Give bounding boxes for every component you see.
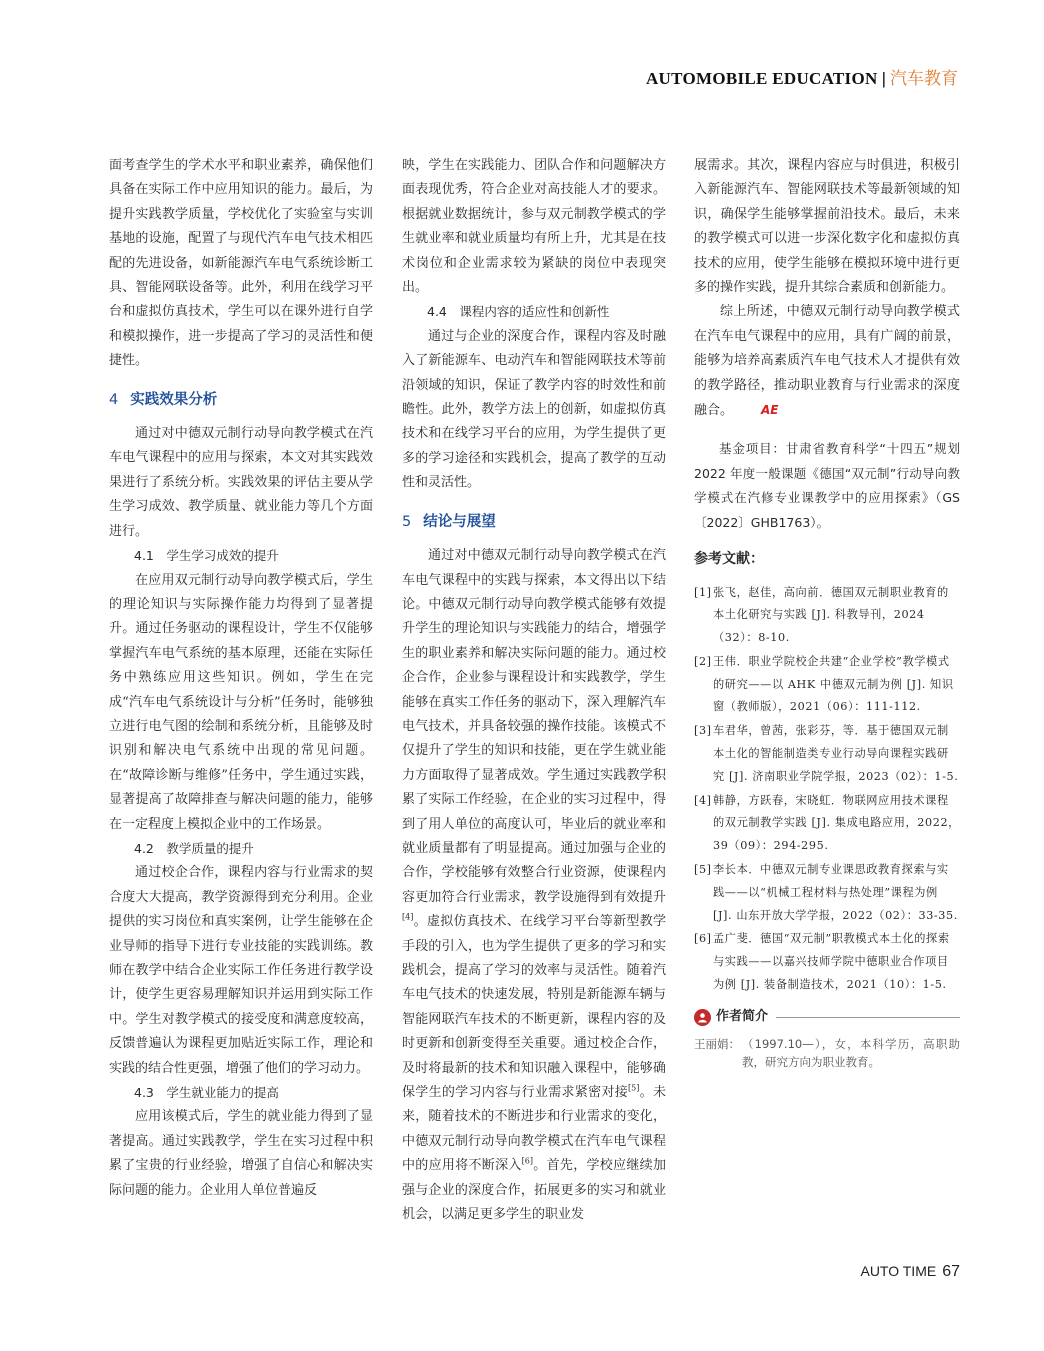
page-number: 67 xyxy=(942,1263,960,1280)
reference-text: 李长本．中德双元制专业课思政教育探索与实践——以“机械工程材料与热处理”课程为例 [J]. 山东开放大学学报，2022（02）：33-35. xyxy=(713,863,958,922)
reference-number: [2] xyxy=(694,654,712,668)
reference-item xyxy=(694,790,960,858)
subsection-heading-4-3: 4.3 学生就业能力的提高 xyxy=(134,1085,279,1101)
column-1 xyxy=(109,154,373,1203)
reference-number: [1] xyxy=(694,585,712,599)
text-run: 综上所述，中德双元制行动导向教学模式在汽车电气课程中的应用，具有广阔的前景，能够为培养高素质汽车电气技术人才提供有效的教学路径，推动职业教育与行业需求的深度融合。 xyxy=(694,304,960,419)
author-text: （1997.10—），女，本科学历，高职助教，研究方向为职业教育。 xyxy=(742,1037,960,1070)
paragraph: 映，学生在实践能力、团队合作和问题解决方面表现优秀，符合企业对高技能人才的要求。根据就业数据统计，参与双元制教学模式的学生就业率和就业质量均有所上升，尤其是在技术岗位和企业需求较为紧缺的岗位中表现突出。 xyxy=(402,158,666,296)
person-icon xyxy=(694,1009,711,1026)
column-3 xyxy=(694,154,960,1071)
paragraph: 展需求。其次，课程内容应与时俱进，积极引入新能源汽车、智能网联技术等最新领域的知识，确保学生能够掌握前沿技术。最后，未来的教学模式可以进一步深化数字化和虚拟仿真技术的应用，使学生能够在模拟环境中进行更多的操作实践，提升其综合素质和创新能力。 xyxy=(694,158,960,296)
reference-number: [4] xyxy=(694,793,712,807)
reference-item xyxy=(694,859,960,927)
journal-title-cn: 汽车教育 xyxy=(890,69,958,89)
citation-6: [6] xyxy=(521,1156,534,1166)
reference-number: [5] xyxy=(694,863,712,877)
section-number: 4 xyxy=(109,391,119,408)
author-bio xyxy=(694,1035,960,1071)
reference-text: 张飞，赵佳，高向前．德国双元制职业教育的本土化研究与实践 [J]. 科教导刊，2024（32）：8-10. xyxy=(713,585,949,645)
subsection-heading-4-2: 4.2 教学质量的提升 xyxy=(134,840,254,856)
subsection-heading-4-1: 4.1 学生学习成效的提升 xyxy=(134,548,279,564)
author-heading-text: 作者简介 xyxy=(716,1008,769,1024)
end-mark-logo: AE xyxy=(761,403,779,418)
text-run: 。首先，学校应继续加强与企业的深度合作，拓展更多的实习和就业机会，以满足更多学生的职业发 xyxy=(402,1158,666,1223)
reference-text: 王伟．职业学院校企共建“企业学校”教学模式的研究——以 AHK 中德双元制为例 [J]. 知识窗（教师版），2021（06）：111-112. xyxy=(713,654,954,714)
footer-label: AUTO TIME xyxy=(860,1263,937,1279)
journal-title-en: AUTOMOBILE EDUCATION xyxy=(645,69,878,88)
paragraph: 面考查学生的学术水平和职业素养，确保他们具备在实际工作中应用知识的能力。最后，为提升实践教学质量，学校优化了实验室与实训基地的设施，配置了与现代汽车电气技术相匹配的先进设备，如新能源汽车电气系统诊断工具、智能网联设备等。此外，利用在线学习平台和虚拟仿真技术，学生可以在课外进行自学和模拟操作，进一步提高了学习的灵活性和便捷性。 xyxy=(109,158,373,369)
reference-item xyxy=(694,928,960,996)
paragraph: 在应用双元制行动导向教学模式后，学生的理论知识与实际操作能力均得到了显著提升。通过任务驱动的课程设计，学生不仅能够掌握汽车电气系统的基本原理，还能在实际任务中熟练应用这些知识。例如，学生在完成“汽车电气系统设计与分析”任务时，能够独立进行电气图的绘制和系统分析，且能够及时识别和解决电气系统中出现的常见问题。在“故障诊断与维修”任务中，学生通过实践，显著提高了故障排查与解决问题的能力，能够在一定程度上模拟企业中的工作场景。 xyxy=(109,572,373,832)
paragraph: 通过校企合作，课程内容与行业需求的契合度大大提高，教学资源得到充分利用。企业提供的实习岗位和真实案例，让学生能够在企业导师的指导下进行专业技能的实践训练。教师在教学中结合企业实际工作任务进行教学设计，使学生更容易理解知识并运用到实际工作中。学生对教学模式的接受度和满意度较高，反馈普遍认为课程更加贴近实际工作，理论和实践的结合性更强，增强了他们的学习动力。 xyxy=(109,865,373,1076)
paragraph xyxy=(694,300,960,423)
reference-text: 韩静，方跃春，宋晓虹．物联网应用技术课程的双元制教学实践 [J]. 集成电路应用，2022，39（09）：294-295. xyxy=(713,793,960,853)
reference-text: 孟广斐．德国“双元制”职教模式本土化的探索与实践——以嘉兴技师学院中德职业合作项目为例 [J]. 装备制造技术，2021（10）：1-5. xyxy=(713,932,950,992)
subsection-heading-4-4: 4.4 课程内容的适应性和创新性 xyxy=(427,304,610,320)
fund-note: 基金项目：甘肃省教育科学“十四五”规划 2022 年度一般课题《德国“双元制”行动导向教学模式在汽修专业课教学中的应用探索》（GS〔2022〕GHB1763）。 xyxy=(694,441,960,530)
author-name: 王丽娟： xyxy=(694,1037,740,1052)
paragraph xyxy=(402,544,666,1227)
references-heading: 参考文献： xyxy=(694,551,764,568)
paragraph: 应用该模式后，学生的就业能力得到了显著提高。通过实践教学，学生在实习过程中积累了宝贵的行业经验，增强了自信心和解决实际问题的能力。企业用人单位普遍反 xyxy=(109,1109,373,1198)
reference-list xyxy=(694,582,960,997)
text-run: 。虚拟仿真技术、在线学习平台等新型教学手段的引入，也为学生提供了更多的学习和实践机会，提高了学习的效率与灵活性。随着汽车电气技术的快速发展，特别是新能源车辆与智能网联汽车技术的不断更新，课程内容的及时更新和创新变得至关重要。通过校企合作，及时将最新的技术和知识融入课程中，能够确保学生的学习内容与行业需求紧密对接 xyxy=(402,914,666,1101)
section-number: 5 xyxy=(402,513,412,530)
text-run: 通过对中德双元制行动导向教学模式在汽车电气课程中的实践与探索，本文得出以下结论。中德双元制行动导向教学模式能够有效提升学生的理论知识与实践能力的结合，增强学生的职业素养和解决实际问题的能力。通过校企合作，企业参与课程设计和实践教学，学生能够在真实工作任务的驱动下，深入理解汽车电气技术，并具备较强的操作技能。该模式不仅提升了学生的知识和技能，更在学生就业能力方面取得了显著成效。学生通过实践教学积累了实际工作经验，在企业的实习过程中，得到了用人单位的高度认可，毕业后的就业率和就业质量都有了明显提高。通过加强与企业的合作，学校能够有效整合行业资源，使课程内容更加符合行业需求，教学设施得到有效提升 xyxy=(402,548,666,905)
citation-5: [5] xyxy=(628,1083,640,1093)
divider xyxy=(776,1017,960,1018)
section-heading-4 xyxy=(109,388,373,412)
text-run: 。未来，随着技术的不断进步和行业需求的变化，中德双元制行动导向教学模式在汽车电气课程中的应用将不断深入 xyxy=(402,1085,666,1174)
paragraph: 通过对中德双元制行动导向教学模式在汽车电气课程中的应用与探索，本文对其实践效果进行了系统分析。实践效果的评估主要从学生学习成效、教学质量、就业能力等几个方面进行。 xyxy=(109,426,373,539)
reference-text: 车君华，曾茜，张彩芬，等．基于德国双元制本土化的智能制造类专业行动导向课程实践研究 [J]. 济南职业学院学报，2023（02）：1-5. xyxy=(713,724,959,783)
reference-number: [3] xyxy=(694,724,712,738)
reference-number: [6] xyxy=(694,932,712,946)
section-heading-5 xyxy=(402,510,666,534)
section-title: 实践效果分析 xyxy=(130,391,218,408)
citation-4: [4] xyxy=(402,912,414,922)
reference-item xyxy=(694,582,960,650)
reference-item xyxy=(694,720,960,788)
page-footer xyxy=(860,1263,960,1281)
reference-item xyxy=(694,651,960,719)
section-title: 结论与展望 xyxy=(423,513,496,530)
column-2 xyxy=(402,154,666,1227)
paragraph: 通过与企业的深度合作，课程内容及时融入了新能源车、电动汽车和智能网联技术等前沿领域的知识，保证了教学内容的时效性和前瞻性。此外，教学方法上的创新，如虚拟仿真技术和在线学习平台的应用，为学生提供了更多的学习途径和实践机会，提高了教学的互动性和灵活性。 xyxy=(402,328,666,491)
header-separator: | xyxy=(881,69,886,88)
author-heading xyxy=(694,1005,960,1029)
journal-header xyxy=(646,64,958,89)
